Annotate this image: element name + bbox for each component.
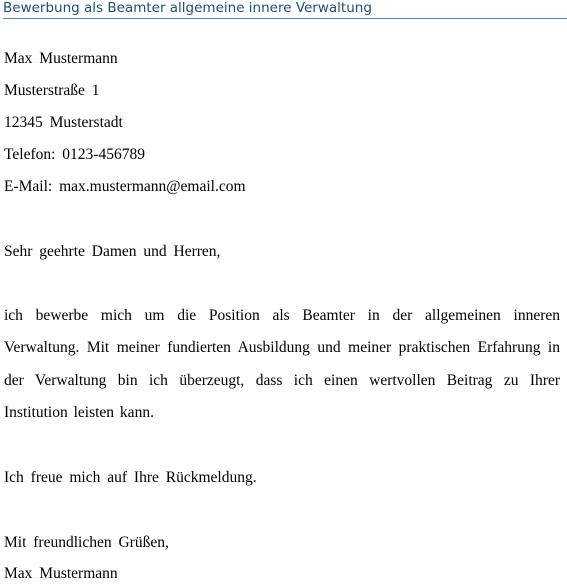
document-header: [3, 0, 567, 19]
sender-street: Musterstraße 1: [4, 82, 100, 99]
sender-email: E-Mail: max.mustermann@email.com: [4, 178, 246, 195]
letter-paragraph-1: ich bewerbe mich um die Position als Beamter in der allgemeinen inneren Verwaltung. Mit meiner fundierten Ausbildung und meiner praktischen Erfahrung in der Verwaltung bin ich überzeugt, dass ich einen wertvollen Beitrag zu Ihrer Institution leisten kann.: [4, 307, 560, 421]
salutation: Sehr geehrte Damen und Herren,: [4, 243, 221, 260]
document-title: Bewerbung als Beamter allgemeine innere Verwaltung: [3, 0, 372, 16]
sender-phone: Telefon: 0123-456789: [4, 146, 145, 163]
sender-name: Max Mustermann: [4, 50, 118, 67]
signature: Max Mustermann: [4, 565, 118, 582]
closing: Mit freundlichen Grüßen,: [4, 534, 169, 551]
sender-city: 12345 Musterstadt: [4, 114, 123, 131]
letter-paragraph-2: Ich freue mich auf Ihre Rückmeldung.: [4, 469, 257, 486]
